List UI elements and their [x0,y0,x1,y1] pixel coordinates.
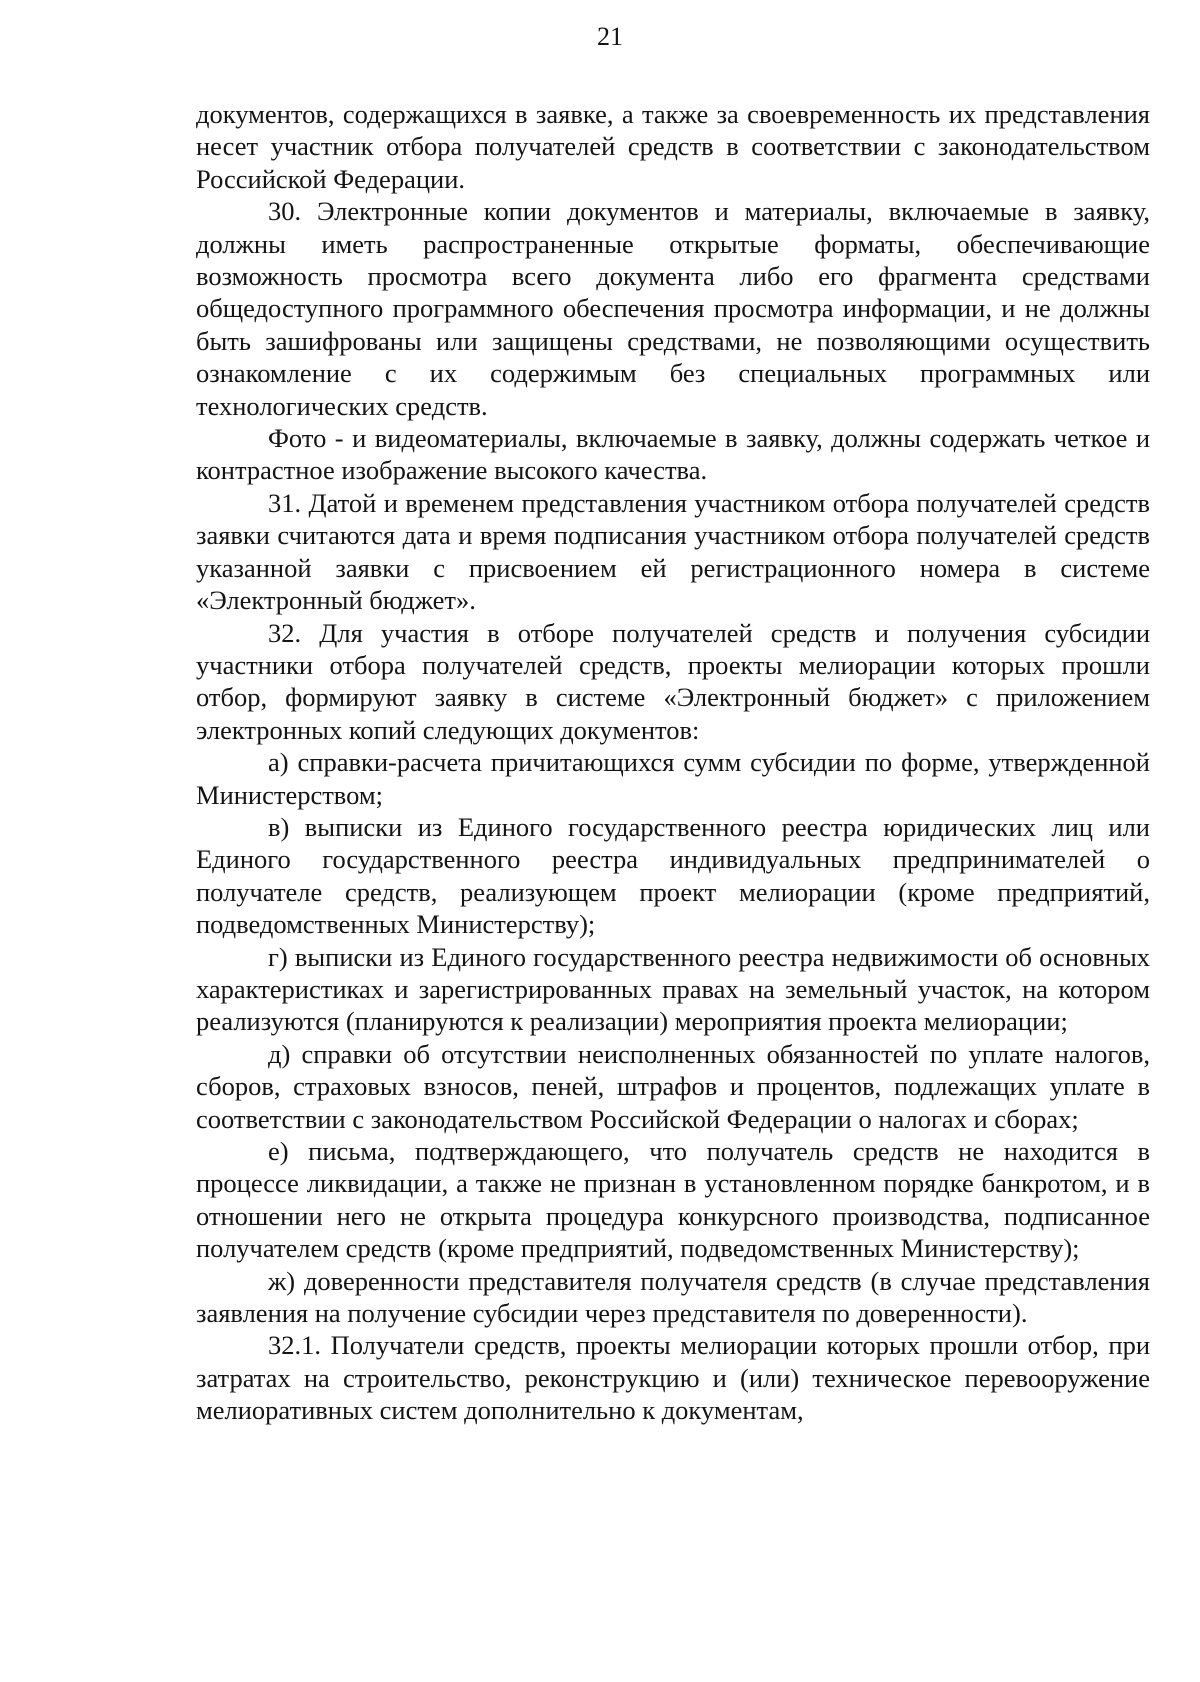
list-item-e: е) письма, подтверждающего, что получатель средств не находится в процессе ликвидации, а также не признан в установленном порядке банкротом, и в отношении него не открыта процедура конкурсного производства, подписанное получателем средств (кроме предприятий, подведомственных Министерству); [196,1136,1150,1264]
document-body [196,98,1150,1427]
list-item-zh: ж) доверенности представителя получателя средств (в случае представления заявления на получение субсидии через представителя по доверенности). [196,1265,1150,1329]
paragraph-item-32-1: 32.1. Получатели средств, проекты мелиорации которых прошли отбор, при затратах на строительство, реконструкцию и (или) техническое перевооружение мелиоративных систем дополнительно к документам, [196,1330,1150,1426]
paragraph-item-31: 31. Датой и временем представления участником отбора получателей средств заявки считаются дата и время подписания участником отбора получателей средств указанной заявки с присвоением ей регистрационного номера в системе «Электронный бюджет». [196,487,1150,616]
list-item-a: а) справки-расчета причитающихся сумм субсидии по форме, утвержденной Министерством; [196,747,1150,810]
list-item-g: г) выписки из Единого государственного реестра недвижимости об основных характеристиках и зарегистрированных правах на земельный участок, на котором реализуются (планируются к реализации) мероприятия проекта мелиорации; [196,941,1150,1037]
paragraph-item-30: 30. Электронные копии документов и материалы, включаемые в заявку, должны иметь распространенные открытые форматы, обеспечивающие возможность просмотра всего документа либо его фрагмента средствами общедоступного программного обеспечения просмотра информации, и не должны быть зашифрованы или защищены средствами, не позволяющими осуществить ознакомление с их содержимым без специальных программных или технологических средств. [196,196,1150,421]
paragraph-item-32: 32. Для участия в отборе получателей средств и получения субсидии участники отбора получателей средств, проекты мелиорации которых прошли отбор, формируют заявку в системе «Электронный бюджет» с приложением электронных копий следующих документов: [196,617,1150,745]
list-item-v: в) выписки из Единого государственного реестра юридических лиц или Единого государственного реестра индивидуальных предпринимателей о получателе средств, реализующем проект мелиорации (кроме предприятий, подведомственных Министерству); [196,811,1150,940]
paragraph-continuation: документов, содержащихся в заявке, а также за своевременность их представления несет участник отбора получателей средств в соответствии с законодательством Российской Федерации. [196,99,1150,194]
list-item-d: д) справки об отсутствии неисполненных обязанностей по уплате налогов, сборов, страховых взносов, пеней, штрафов и процентов, подлежащих уплате в соответствии с законодательством Российской Федерации о налогах и сборах; [196,1038,1150,1134]
page-number: 21 [597,22,623,51]
paragraph-photo-video: Фото - и видеоматериалы, включаемые в заявку, должны содержать четкое и контрастное изображение высокого качества. [196,423,1150,486]
